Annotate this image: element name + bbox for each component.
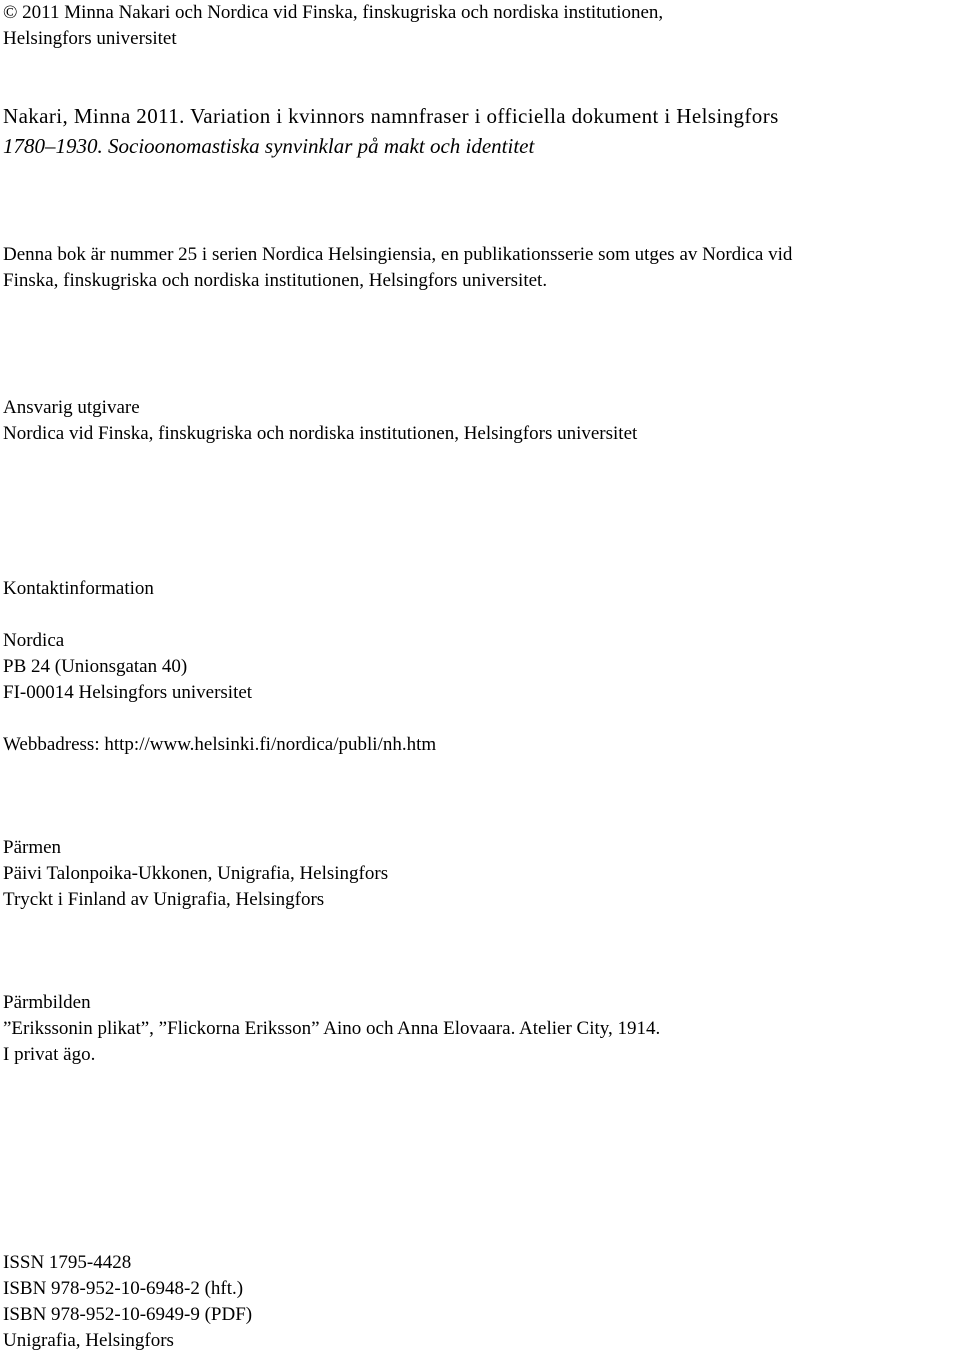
isbn-print: ISBN 978-952-10-6948-2 (hft.) (3, 1278, 244, 1299)
citation-line-2 (3, 131, 958, 161)
publisher-heading: Ansvarig utgivare (3, 397, 140, 418)
citation (3, 101, 958, 161)
citation-line-1 (3, 101, 958, 131)
citation-subtitle: Socioonomastiska synvinklar på makt och identitet (108, 134, 535, 158)
publisher-info (3, 395, 958, 447)
publisher-name: Nordica vid Finska, finskugriska och nordiska institutionen, Helsingfors universitet (3, 423, 638, 444)
copyright-notice (3, 0, 958, 52)
contact-postal: FI-00014 Helsingfors universitet (3, 682, 253, 703)
contact-info (3, 576, 958, 758)
cover-image-ownership: I privat ägo. (3, 1044, 96, 1065)
cover-image-caption: ”Erikssonin plikat”, ”Flickorna Eriksson” Aino och Anna Elovaara. Atelier City, 1914. (3, 1018, 661, 1039)
issn: ISSN 1795-4428 (3, 1252, 132, 1273)
citation-author-year: Nakari, Minna 2011. (3, 104, 191, 128)
series-line-1: Denna bok är nummer 25 i serien Nordica Helsingiensia, en publikationsserie som utges av Nordica vid (3, 244, 793, 265)
contact-heading: Kontaktinformation (3, 578, 154, 599)
copyright-line-1: © 2011 Minna Nakari och Nordica vid Finska, finskugriska och nordiska institutionen, (3, 2, 664, 23)
copyright-line-2: Helsingfors universitet (3, 28, 177, 49)
contact-web-address: Webbadress: http://www.helsinki.fi/nordica/publi/nh.htm (3, 734, 437, 755)
citation-years: 1780–1930. (3, 134, 108, 158)
cover-info (3, 835, 958, 913)
cover-image-heading: Pärmbilden (3, 992, 91, 1013)
cover-heading: Pärmen (3, 837, 62, 858)
series-line-2: Finska, finskugriska och nordiska institutionen, Helsingfors universitet. (3, 270, 548, 291)
cover-printed: Tryckt i Finland av Unigrafia, Helsingfors (3, 889, 325, 910)
citation-title: Variation i kvinnors namnfraser i officiella dokument i Helsingfors (190, 104, 779, 128)
contact-address: PB 24 (Unionsgatan 40) (3, 656, 188, 677)
identifiers (3, 1250, 958, 1354)
cover-designer: Päivi Talonpoika-Ukkonen, Unigrafia, Helsingfors (3, 863, 389, 884)
printer: Unigrafia, Helsingfors (3, 1330, 174, 1351)
contact-org: Nordica (3, 630, 65, 651)
series-info (3, 242, 958, 294)
cover-image-info (3, 990, 958, 1068)
isbn-pdf: ISBN 978-952-10-6949-9 (PDF) (3, 1304, 253, 1325)
